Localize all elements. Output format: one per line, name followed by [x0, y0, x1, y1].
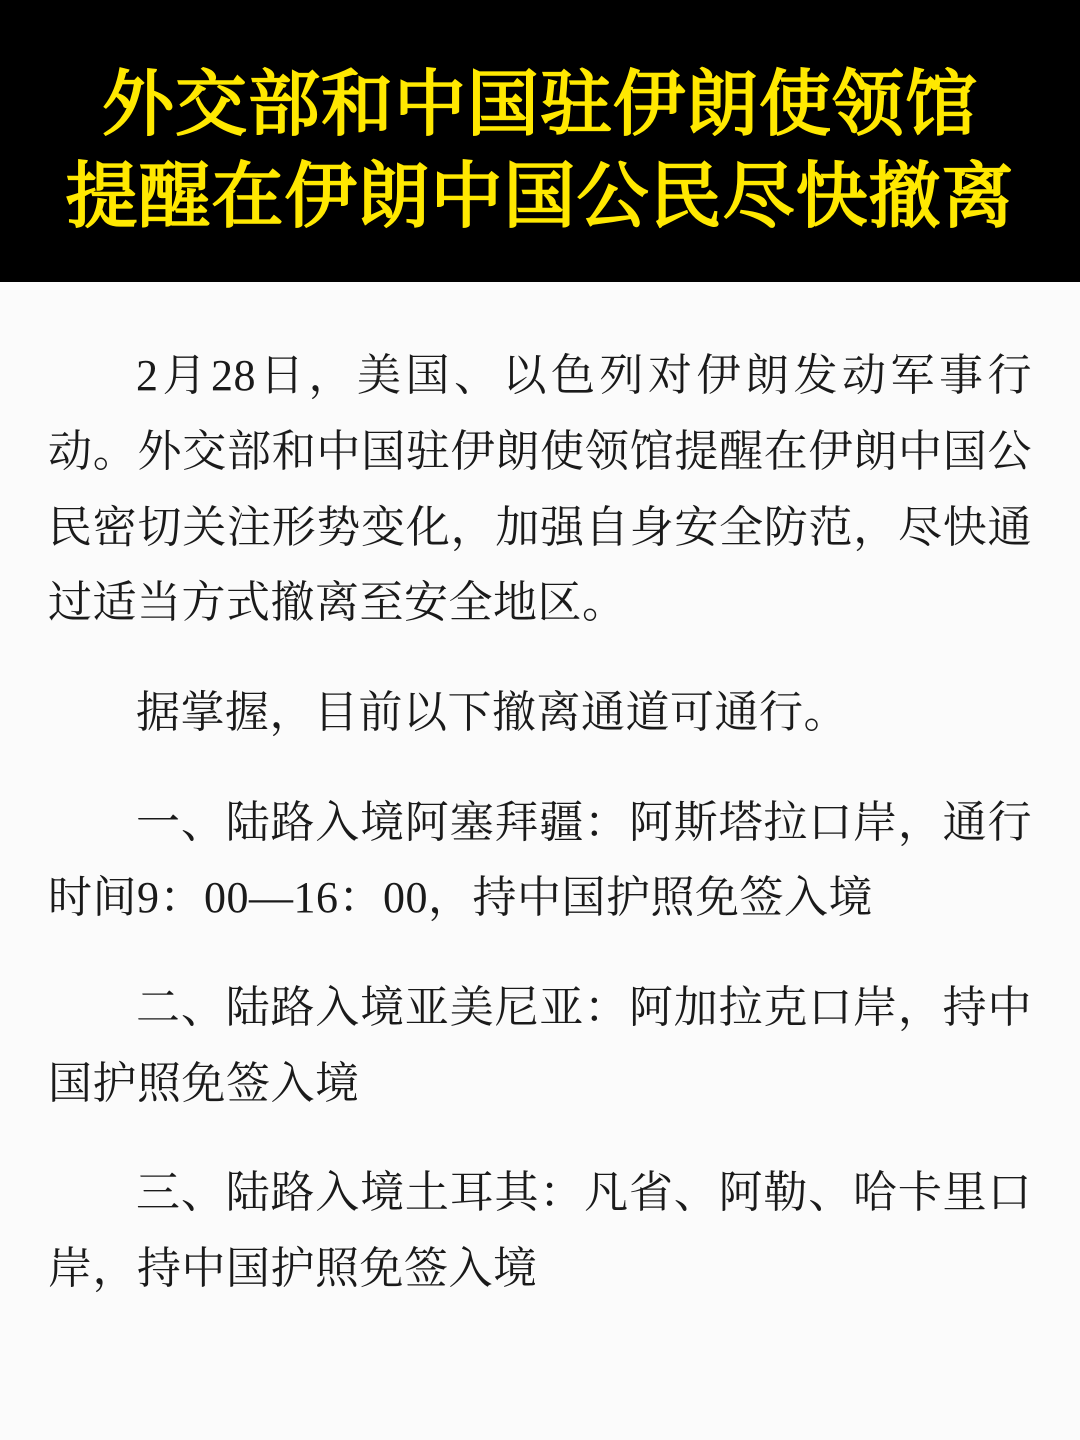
article-body [0, 282, 1080, 1440]
article-paragraph: 三、陆路入境土耳其：凡省、阿勒、哈卡里口岸，持中国护照免签入境 [48, 1168, 1032, 1294]
headline-line-1: 外交部和中国驻伊朗使领馆 [101, 62, 978, 146]
article-paragraph: 2月28日，美国、以色列对伊朗发动军事行动。外交部和中国驻伊朗使领馆提醒在伊朗中国公民密切关注形势变化，加强自身安全防范，尽快通过适当方式撤离至安全地区。 [48, 351, 1032, 628]
headline-banner [0, 0, 1080, 282]
headline-line-2: 提醒在伊朗中国公民尽快撤离 [65, 154, 1015, 239]
article-paragraph: 一、陆路入境阿塞拜疆：阿斯塔拉口岸，通行时间9：00—16：00，持中国护照免签入境 [48, 797, 1032, 923]
article-paragraph: 据掌握，目前以下撤离通道可通行。 [136, 688, 848, 737]
article-paragraph: 二、陆路入境亚美尼亚：阿加拉克口岸，持中国护照免签入境 [48, 983, 1032, 1108]
